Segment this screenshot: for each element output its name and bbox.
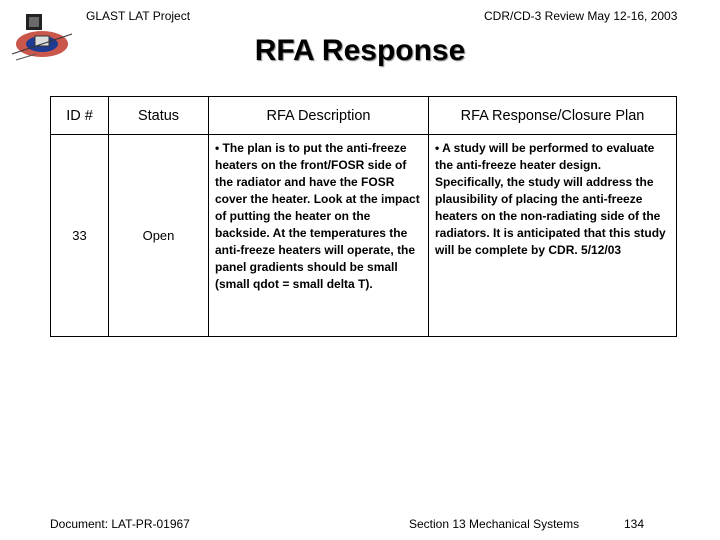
page-title: RFA Response xyxy=(254,34,466,67)
rfa-description: • The plan is to put the anti-freeze heaters on the front/FOSR side of the radiator and have the FOSR cover the heater. Look at the impact of putting the heater on the backside. At the temperatures the anti-freeze heaters will operate, the panel gradients should be small (small qdot = small delta T). xyxy=(209,135,429,337)
footer-document: Document: LAT-PR-01967 xyxy=(50,517,190,531)
footer-page-number: 134 xyxy=(624,517,645,531)
column-header-response: RFA Response/Closure Plan xyxy=(429,97,677,135)
rfa-id: 33 xyxy=(51,135,109,337)
rfa-table xyxy=(50,96,677,337)
header-project: GLAST LAT Project xyxy=(86,9,191,23)
rfa-response: • A study will be performed to evaluate the anti-freeze heater design. Specifically, the study will address the plausibility of placing the anti-freeze heaters on the non-radiating side of the radiators. It is anticipated that this study will be complete by CDR. 5/12/03 xyxy=(429,135,677,337)
footer-section: Section 13 Mechanical Systems xyxy=(409,517,580,531)
header-review: CDR/CD-3 Review May 12-16, 2003 xyxy=(484,9,678,23)
column-header-description: RFA Description xyxy=(209,97,429,135)
table-header-row xyxy=(51,97,677,135)
column-header-status: Status xyxy=(109,97,209,135)
table-row xyxy=(51,135,677,337)
rfa-status: Open xyxy=(109,135,209,337)
column-header-id: ID # xyxy=(51,97,109,135)
